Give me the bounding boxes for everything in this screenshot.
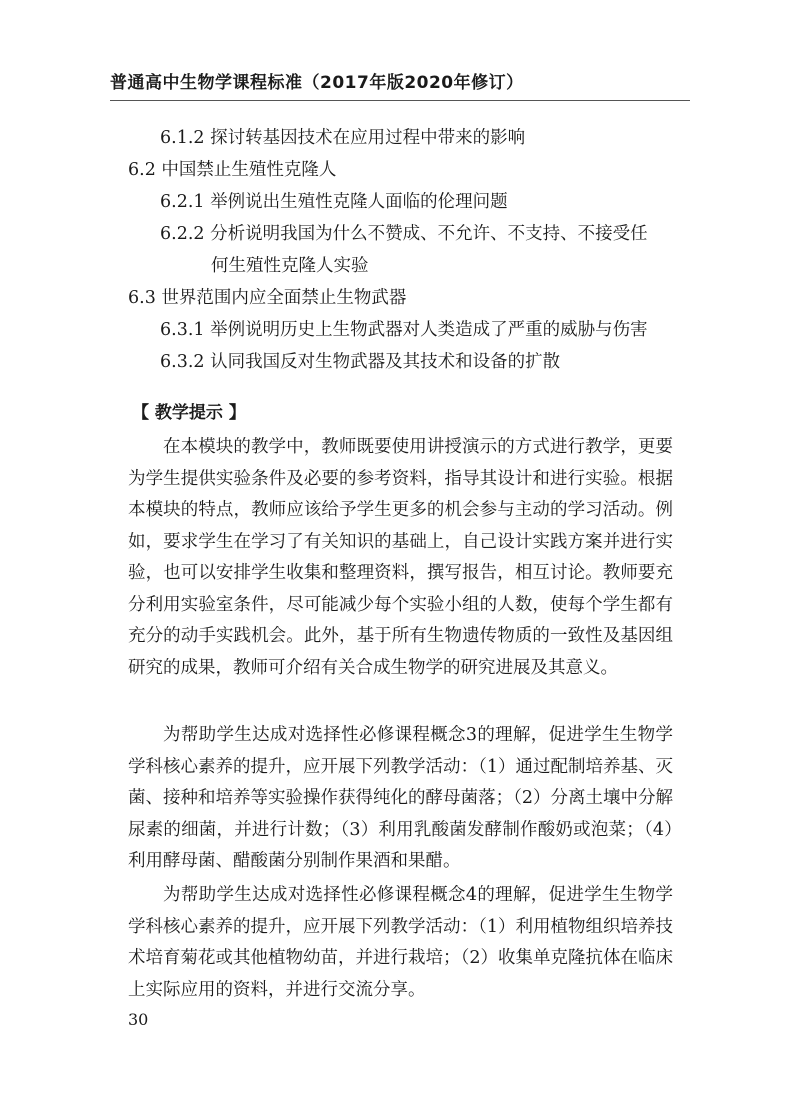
page-number: 30 (128, 1010, 149, 1029)
paragraph-3: 为帮助学生达成对选择性必修课程概念4的理解，促进学生生物学学科核心素养的提升，应开展下列教学活动：（1）利用植物组织培养技术培育菊花或其他植物幼苗，并进行栽培；（2）收集单克隆抗体在临床上实际应用的资料，并进行交流分享。 (128, 885, 673, 1000)
page-header-title: 普通高中生物学课程标准（2017年版2020年修订） (110, 73, 524, 93)
outline-item-6-3-2: 6.3.2 认同我国反对生物武器及其技术和设备的扩散 (160, 352, 561, 372)
outline-item-6-1-2: 6.1.2 探讨转基因技术在应用过程中带来的影响 (160, 128, 526, 148)
outline-item-6-2-1: 6.2.1 举例说出生殖性克隆人面临的伦理问题 (160, 192, 508, 212)
outline-item-6-2: 6.2 中国禁止生殖性克隆人 (128, 160, 337, 180)
outline-item-6-3: 6.3 世界范围内应全面禁止生物武器 (128, 288, 407, 308)
outline-item-6-2-2-cont: 何生殖性克隆人实验 (211, 256, 369, 276)
outline-item-6-3-1: 6.3.1 举例说明历史上生物武器对人类造成了严重的威胁与伤害 (160, 320, 648, 340)
header-divider (110, 100, 690, 101)
outline-item-6-2-2: 6.2.2 分析说明我国为什么不赞成、不允许、不支持、不接受任 (160, 224, 648, 244)
paragraph-2: 为帮助学生达成对选择性必修课程概念3的理解，促进学生生物学学科核心素养的提升，应开展下列教学活动：（1）通过配制培养基、灭菌、接种和培养等实验操作获得纯化的酵母菌落；（2）分离土壤中分解尿素的细菌，并进行计数；（3）利用乳酸菌发酵制作酸奶或泡菜；（4）利用酵母菌、醋酸菌分别制作果酒和果醋。 (128, 725, 673, 871)
section-title: 【 教学提示 】 (132, 403, 246, 423)
paragraph-1: 在本模块的教学中，教师既要使用讲授演示的方式进行教学，更要为学生提供实验条件及必要的参考资料，指导其设计和进行实验。根据本模块的特点，教师应该给予学生更多的机会参与主动的学习活动。例如，要求学生在学习了有关知识的基础上，自己设计实践方案并进行实验，也可以安排学生收集和整理资料，撰写报告，相互讨论。教师要充分利用实验室条件，尽可能减少每个实验小组的人数，使每个学生都有充分的动手实践机会。此外，基于所有生物遗传物质的一致性及基因组研究的成果，教师可介绍有关合成生物学的研究进展及其意义。 (128, 437, 673, 678)
